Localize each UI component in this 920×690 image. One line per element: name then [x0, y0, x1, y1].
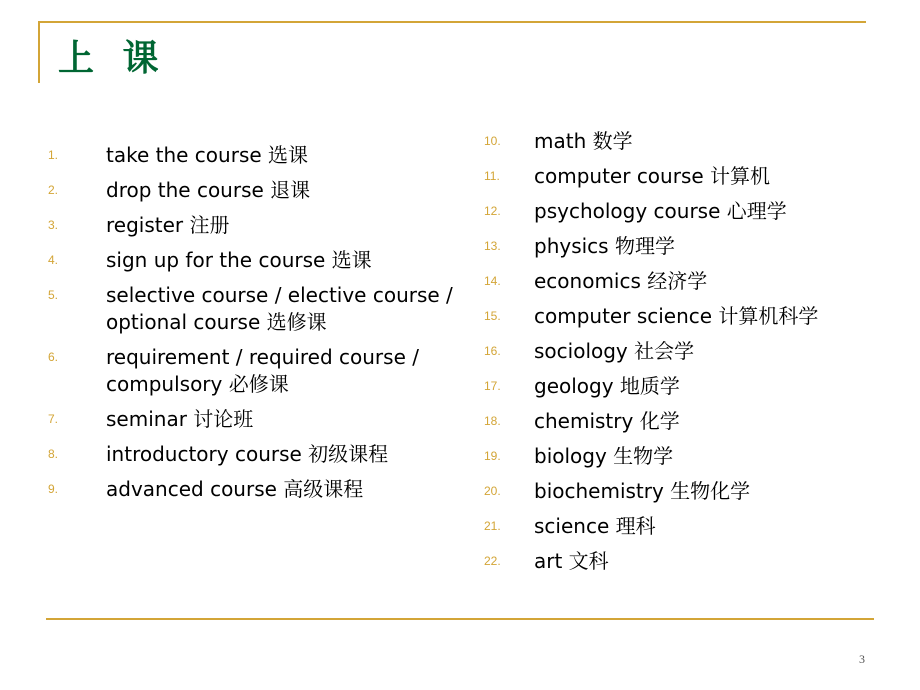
item-text: art 文科	[534, 549, 609, 573]
list-item	[48, 177, 468, 204]
item-text: register 注册	[106, 213, 230, 237]
item-number: 19.	[484, 449, 501, 463]
item-number: 17.	[484, 379, 501, 393]
item-number: 12.	[484, 204, 501, 218]
item-number: 18.	[484, 414, 501, 428]
item-text: biochemistry 生物化学	[534, 479, 751, 503]
left-rule	[38, 21, 40, 83]
item-number: 13.	[484, 239, 501, 253]
list-item	[48, 247, 468, 274]
vocabulary-list-right	[484, 128, 904, 583]
top-rule	[38, 21, 866, 23]
list-item	[48, 441, 468, 468]
vocabulary-list-left	[48, 142, 468, 511]
item-text: drop the course 退课	[106, 178, 311, 202]
list-item	[484, 443, 904, 470]
item-text: take the course 选课	[106, 143, 309, 167]
list-item	[48, 282, 468, 336]
item-text: science 理科	[534, 514, 656, 538]
item-number: 5.	[48, 288, 59, 302]
item-number: 1.	[48, 148, 59, 162]
item-number: 6.	[48, 350, 59, 364]
item-number: 8.	[48, 447, 59, 461]
list-item	[484, 408, 904, 435]
slide-title: 上 课	[58, 38, 167, 79]
item-number: 22.	[484, 554, 501, 568]
list-item	[484, 198, 904, 225]
item-text: seminar 讨论班	[106, 407, 254, 431]
item-text: chemistry 化学	[534, 409, 680, 433]
item-text: advanced course 高级课程	[106, 477, 364, 501]
list-item	[484, 338, 904, 365]
item-number: 21.	[484, 519, 501, 533]
item-text: biology 生物学	[534, 444, 674, 468]
item-number: 15.	[484, 309, 501, 323]
list-item	[484, 128, 904, 155]
item-text: sociology 社会学	[534, 339, 695, 363]
item-number: 10.	[484, 134, 501, 148]
item-number: 4.	[48, 253, 59, 267]
list-item	[484, 548, 904, 575]
item-text: sign up for the course 选课	[106, 248, 372, 272]
item-text: introductory course 初级课程	[106, 442, 389, 466]
item-text: math 数学	[534, 129, 633, 153]
item-number: 7.	[48, 412, 59, 426]
list-item	[48, 406, 468, 433]
item-number: 16.	[484, 344, 501, 358]
item-text: physics 物理学	[534, 234, 675, 258]
list-item	[48, 142, 468, 169]
item-number: 2.	[48, 183, 59, 197]
item-number: 3.	[48, 218, 59, 232]
list-item	[484, 513, 904, 540]
list-item	[484, 373, 904, 400]
item-text: computer course 计算机	[534, 164, 771, 188]
item-number: 9.	[48, 482, 59, 496]
item-number: 11.	[484, 169, 500, 183]
list-item	[48, 344, 468, 398]
list-item	[484, 478, 904, 505]
list-item	[484, 163, 904, 190]
page-number: 3	[859, 652, 865, 666]
item-text: computer science 计算机科学	[534, 304, 819, 328]
item-text: selective course / elective course / optional course 选修课	[106, 283, 453, 334]
item-text: psychology course 心理学	[534, 199, 787, 223]
item-text: economics 经济学	[534, 269, 708, 293]
list-item	[48, 476, 468, 503]
list-item	[484, 268, 904, 295]
item-number: 14.	[484, 274, 501, 288]
list-item	[48, 212, 468, 239]
list-item	[484, 303, 904, 330]
bottom-rule	[46, 618, 874, 620]
item-number: 20.	[484, 484, 501, 498]
list-item	[484, 233, 904, 260]
item-text: geology 地质学	[534, 374, 680, 398]
item-text: requirement / required course / compulsory 必修课	[106, 345, 419, 396]
